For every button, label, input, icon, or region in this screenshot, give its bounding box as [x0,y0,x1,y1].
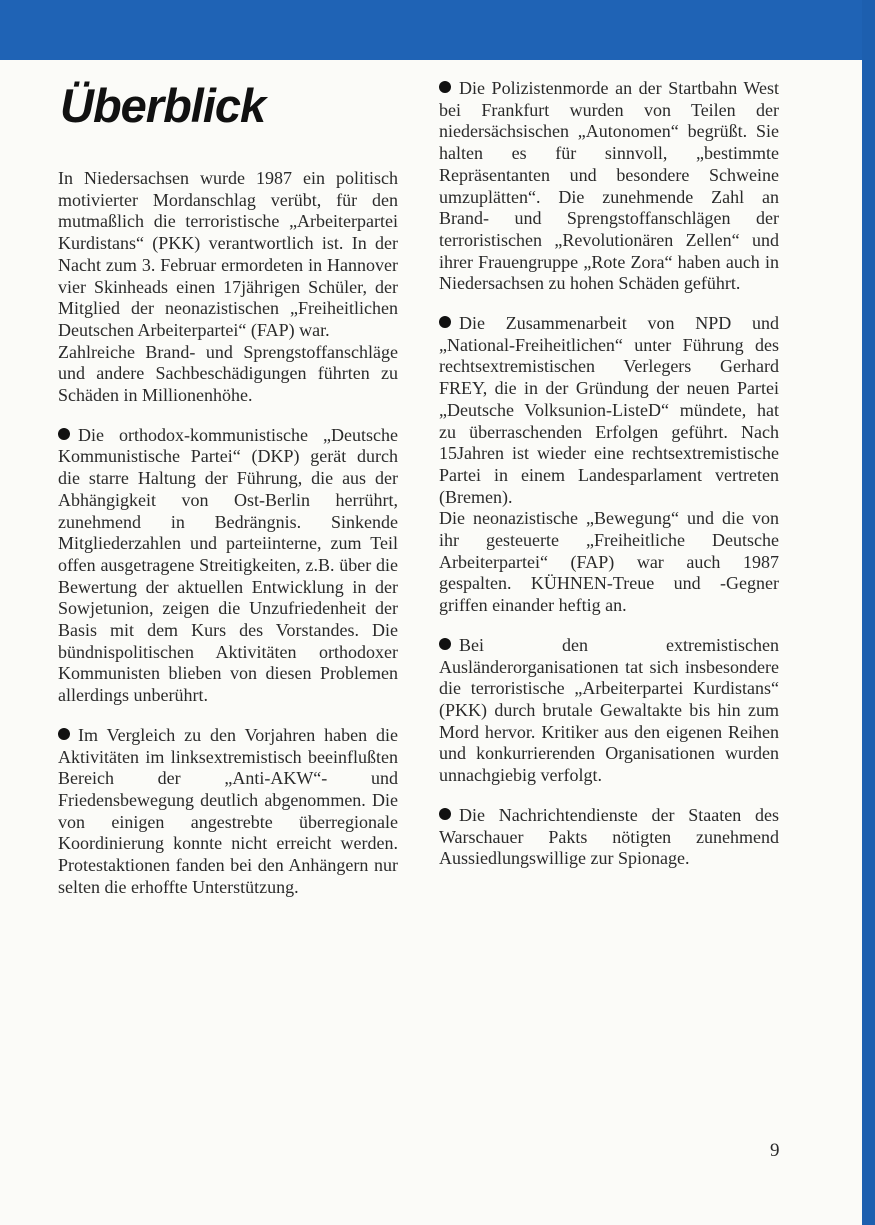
paragraph-peace-movement-text: Im Vergleich zu den Vorjahren haben die Aktivitäten im linksextremistisch beeinflußten Bereich der „Anti-AKW“- und Friedensbewegung deutlich abgenommen. Die von einigen angestrebte überregionale Koordinierung konnte nicht erreicht werden. Protestaktionen fanden bei den Anhängern nur selten die erhoffte Unterstützung. [58,724,398,897]
page-edge-strip [862,0,875,1225]
paragraph-dkp-text: Die orthodox-kommunistische „Deutsche Kommunistische Partei“ (DKP) gerät durch die starre Haltung der Führung, die aus der Abhängigkeit von Ost-Berlin herrührt, zunehmend in Bedrängnis. Sinkende Mitgliederzahlen und parteiinterne, zum Teil offen ausgetragene Streitigkeiten, z.B. über die Bewertung der aktuellen Entwicklung in der Sowjetunion, zeigen die Unzufriedenheit der Basis mit dem Kurs des Vorstandes. Die bündnispolitischen Aktivitäten orthodoxer Kommunisten blieben von diesen Problemen allerdings unberührt. [58,424,398,706]
paragraph-fap: Die neonazistische „Bewegung“ und die von ihr gesteuerte „Freiheitliche Deutsche Arbeiterpartei“ (FAP) war auch 1987 gespalten. KÜHNEN-Treue und -Gegner griffen einander heftig an. [439,508,779,616]
paragraph-foreign-orgs [439,635,779,787]
paragraph-dkp [58,425,398,707]
bullet-icon [439,808,451,820]
left-column [58,168,398,899]
bullet-icon [439,316,451,328]
bullet-icon [439,638,451,650]
paragraph-foreign-orgs-text: Bei den extremistischen Ausländerorganisationen tat sich insbesondere die terroristische „Arbeiterpartei Kurdistans“ (PKK) durch brutale Gewaltakte bis hin zum Mord hervor. Kritiker aus den eigenen Reihen und konkurrierenden Organisationen wurden unnachgiebig verfolgt. [439,634,779,786]
paragraph-npd-text: Die Zusammenarbeit von NPD und „National-Freiheitlichen“ unter Führung des rechtsextremistischen Verlegers Gerhard FREY, die in der Gründung der neuen Partei „Deutsche Volksunion-ListeD“ mündete, hat zu überraschenden Erfolgen geführt. Nach 15Jahren ist wieder eine rechtsextremistische Partei in einem Landesparlament vertreten (Bremen). [439,313,779,507]
paragraph-intelligence-text: Die Nachrichtendienste der Staaten des Warschauer Pakts nötigten zunehmend Aussiedlungswillige zur Spionage. [439,804,779,869]
paragraph-autonome [439,78,779,295]
paragraph-intelligence [439,805,779,870]
paragraph-peace-movement [58,725,398,899]
right-column [439,78,779,870]
bullet-icon [58,728,70,740]
bullet-icon [439,81,451,93]
paragraph-npd [439,313,779,508]
bullet-icon [58,428,70,440]
paragraph-autonome-text: Die Polizistenmorde an der Startbahn West bei Frankfurt wurden von Teilen der niedersächsischen „Autonomen“ begrüßt. Sie halten es für sinnvoll, „bestimmte Repräsentanten und besondere Schweine umzuplätten“. Die zunehmende Zahl an Brand- und Sprengstoffanschlägen der terroristischen „Revolutionären Zellen“ und ihrer Frauengruppe „Rote Zora“ haben auch in Niedersachsen zu hohen Schäden geführt. [439,78,779,294]
header-bar [0,0,862,60]
paragraph-intro: In Niedersachsen wurde 1987 ein politisch motivierter Mordanschlag verübt, für den mutmaßlich die terroristische „Arbeiterpartei Kurdistans“ (PKK) verantwortlich ist. In der Nacht zum 3. Februar ermordeten in Hannover vier Skinheads einen 17jährigen Schüler, der Mitglied der neonazistischen „Freiheitlichen Deutschen Arbeiterpartei“ (FAP) war. [58,168,398,340]
page-title: Überblick [60,79,266,132]
page-number: 9 [770,1140,780,1161]
paragraph-damage: Zahlreiche Brand- und Sprengstoffanschläge und andere Sachbeschädigungen führten zu Schäden in Millionenhöhe. [58,341,398,406]
